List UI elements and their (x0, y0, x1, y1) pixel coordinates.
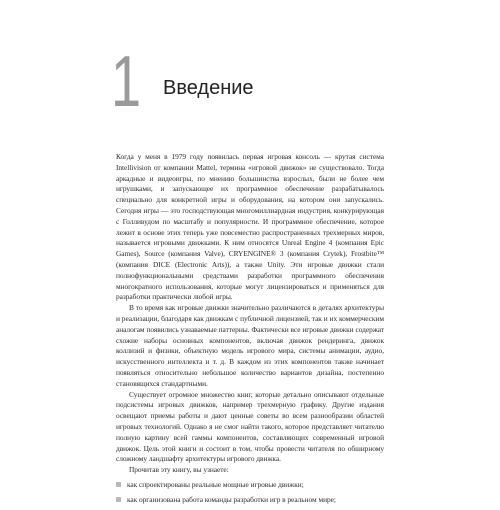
list-item (116, 495, 384, 506)
paragraph: Прочитав эту книгу, вы узнаете: (129, 465, 229, 475)
chapter-title: Введение (163, 77, 254, 99)
list-item-text: как спроектированы реальные мощные игровые движки; (127, 479, 304, 489)
chapter-body (116, 152, 384, 510)
chapter-number: 1 (111, 42, 142, 122)
square-bullet-icon (116, 497, 121, 502)
paragraph: Когда у меня в 1979 году появилась первая игровая консоль — крутая система Intellivision от компании Mattel, термина «игровой движок» не существовало. Тогда аркадные и видеоигры, по мнению большинства взрослых, были не более чем игрушками, и запускающее их программное обеспечение разрабатывалось специально для конкретной игры и оборудования, на котором они запускались. Сегодня игры — это господствующая многомиллиардная индустрия, конкурирующая с Голливудом по масштабу и популярности. И программное обеспечение, которое лежит в основе этих теперь уже повсеместно распространенных трехмерных миров, называется игровыми движками. К ним относятся Unreal Engine 4 (компания Epic Games), Source (компания Valve), CRYENGINE® 3 (компания Crytek), Frostbite™ (компания DICE (Electronic Arts)), а также Unity. Эти игровые движки стали полнофункциональными средствами разработки программного обеспечения многократного использования, которые могут лицензироваться и применяться для разработки практически любой игры. (116, 152, 384, 302)
bullet-list (116, 480, 384, 506)
list-item (116, 480, 384, 491)
list-item-text: как организована работа команды разработки игр в реальном мире; (127, 494, 336, 504)
paragraph: Существует огромное множество книг, которые детально описывают отдельные подсистемы игровых движков, например трехмерную графику. Другие издания освещают приемы работы и дают ценные советы во всем разнообразии областей игровых технологий. Однако я не смог найти такого, которое представляет читателю полную картину всей гаммы компонентов, составляющих современный игровой движок. Цель этой книги и состоит в том, чтобы провести читателя по обширному сложному ландшафту архитектуры игрового движка. (116, 389, 384, 464)
paragraph: В то время как игровые движки значительно различаются в деталях архитектуры и реализации, благодаря как движкам с публичной лицензией, так и их коммерческим аналогам появились узнаваемые паттерны. Фактически все игровые движки содержат схожие наборы основных компонентов, включая движок рендеринга, движок коллизий и физики, объектную модель игрового мира, системы анимации, аудио, искусственного интеллекта и т. д. В каждом из этих компонентов также начинает появляться относительно небольшое количество вариантов дизайна, постепенно становящихся стандартными. (116, 303, 384, 388)
square-bullet-icon (116, 482, 121, 487)
